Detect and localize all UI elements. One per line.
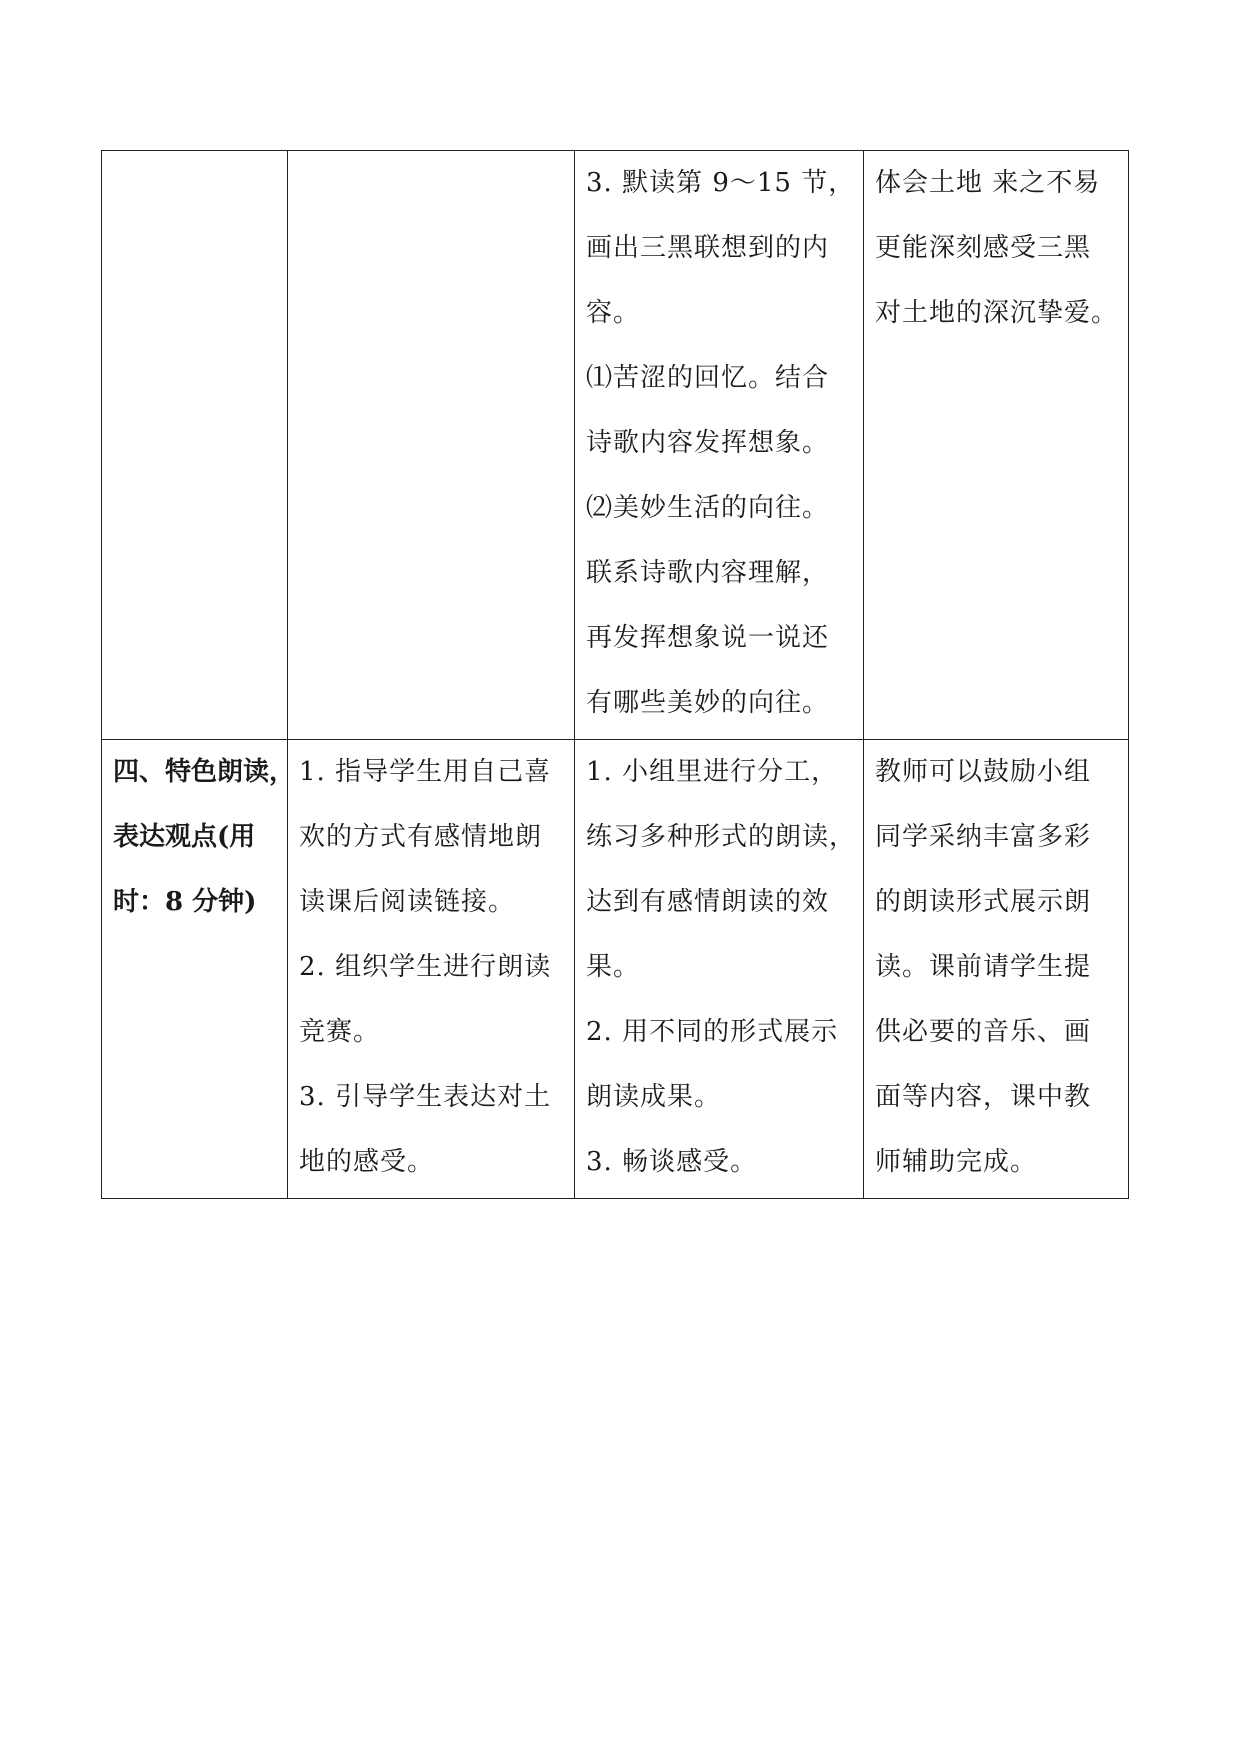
cell-text-line: 2. 组织学生进行朗读	[299, 952, 552, 982]
cell-text-line: 3. 引导学生表达对土	[299, 1082, 552, 1112]
cell-text-line: ⑴苦涩的回忆。结合	[586, 363, 830, 393]
cell-text-line: 画出三黑联想到的内	[586, 233, 830, 263]
cell-text-line: 有哪些美妙的向往。	[586, 688, 830, 718]
cell-text-line: 诗歌内容发挥想象。	[586, 428, 830, 458]
cell-text-line: 师辅助完成。	[875, 1147, 1038, 1177]
cell-text-line: 面等内容，课中教	[875, 1082, 1092, 1112]
cell-text-line: 同学采纳丰富多彩	[875, 822, 1092, 852]
cell-text-line: 时：8 分钟)	[113, 887, 257, 917]
lesson-plan-table	[101, 150, 1129, 1199]
cell-text-line: 四、特色朗读，	[113, 757, 296, 787]
cell-text-line: 竞赛。	[299, 1017, 381, 1047]
cell-text-line: 3. 畅谈感受。	[586, 1147, 758, 1177]
table-row	[102, 151, 1129, 740]
design-intent-cell	[864, 151, 1129, 740]
cell-text-line: 读。课前请学生提	[875, 952, 1092, 982]
cell-text-line: 1. 小组里进行分工，	[586, 757, 839, 787]
cell-text-line: 教师可以鼓励小组	[875, 757, 1092, 787]
cell-text-line: 练习多种形式的朗读，	[586, 822, 857, 852]
cell-text-line: 体会土地 来之不易	[875, 168, 1101, 198]
teacher-activity-cell	[288, 740, 575, 1199]
cell-text-line: 欢的方式有感情地朗	[299, 822, 543, 852]
cell-text-line: 联系诗歌内容理解，	[586, 558, 830, 588]
cell-text-line: 表达观点(用	[113, 822, 256, 852]
cell-text-line: 2. 用不同的形式展示	[586, 1017, 839, 1047]
student-activity-cell	[575, 740, 864, 1199]
design-intent-cell	[864, 740, 1129, 1199]
cell-text-line: 1. 指导学生用自己喜	[299, 757, 552, 787]
cell-text-line: 3. 默读第 9～15 节，	[586, 168, 856, 198]
cell-text-line: 供必要的音乐、画	[875, 1017, 1092, 1047]
cell-text-line: ⑵美妙生活的向往。	[586, 493, 830, 523]
cell-text-line: 果。	[586, 952, 641, 982]
cell-text-line: 再发挥想象说一说还	[586, 623, 830, 653]
student-activity-cell	[575, 151, 864, 740]
cell-text-line: 更能深刻感受三黑	[875, 233, 1092, 263]
teacher-activity-cell-empty	[288, 151, 575, 740]
table-row	[102, 740, 1129, 1199]
stage-cell-empty	[102, 151, 288, 740]
cell-text-line: 对土地的深沉挚爱。	[875, 298, 1119, 328]
stage-cell	[102, 740, 296, 1199]
cell-text-line: 读课后阅读链接。	[299, 887, 516, 917]
cell-text-line: 达到有感情朗读的效	[586, 887, 830, 917]
cell-text-line: 容。	[586, 298, 641, 328]
cell-text-line: 的朗读形式展示朗	[875, 887, 1092, 917]
cell-text-line: 朗读成果。	[586, 1082, 722, 1112]
cell-text-line: 地的感受。	[299, 1147, 435, 1177]
